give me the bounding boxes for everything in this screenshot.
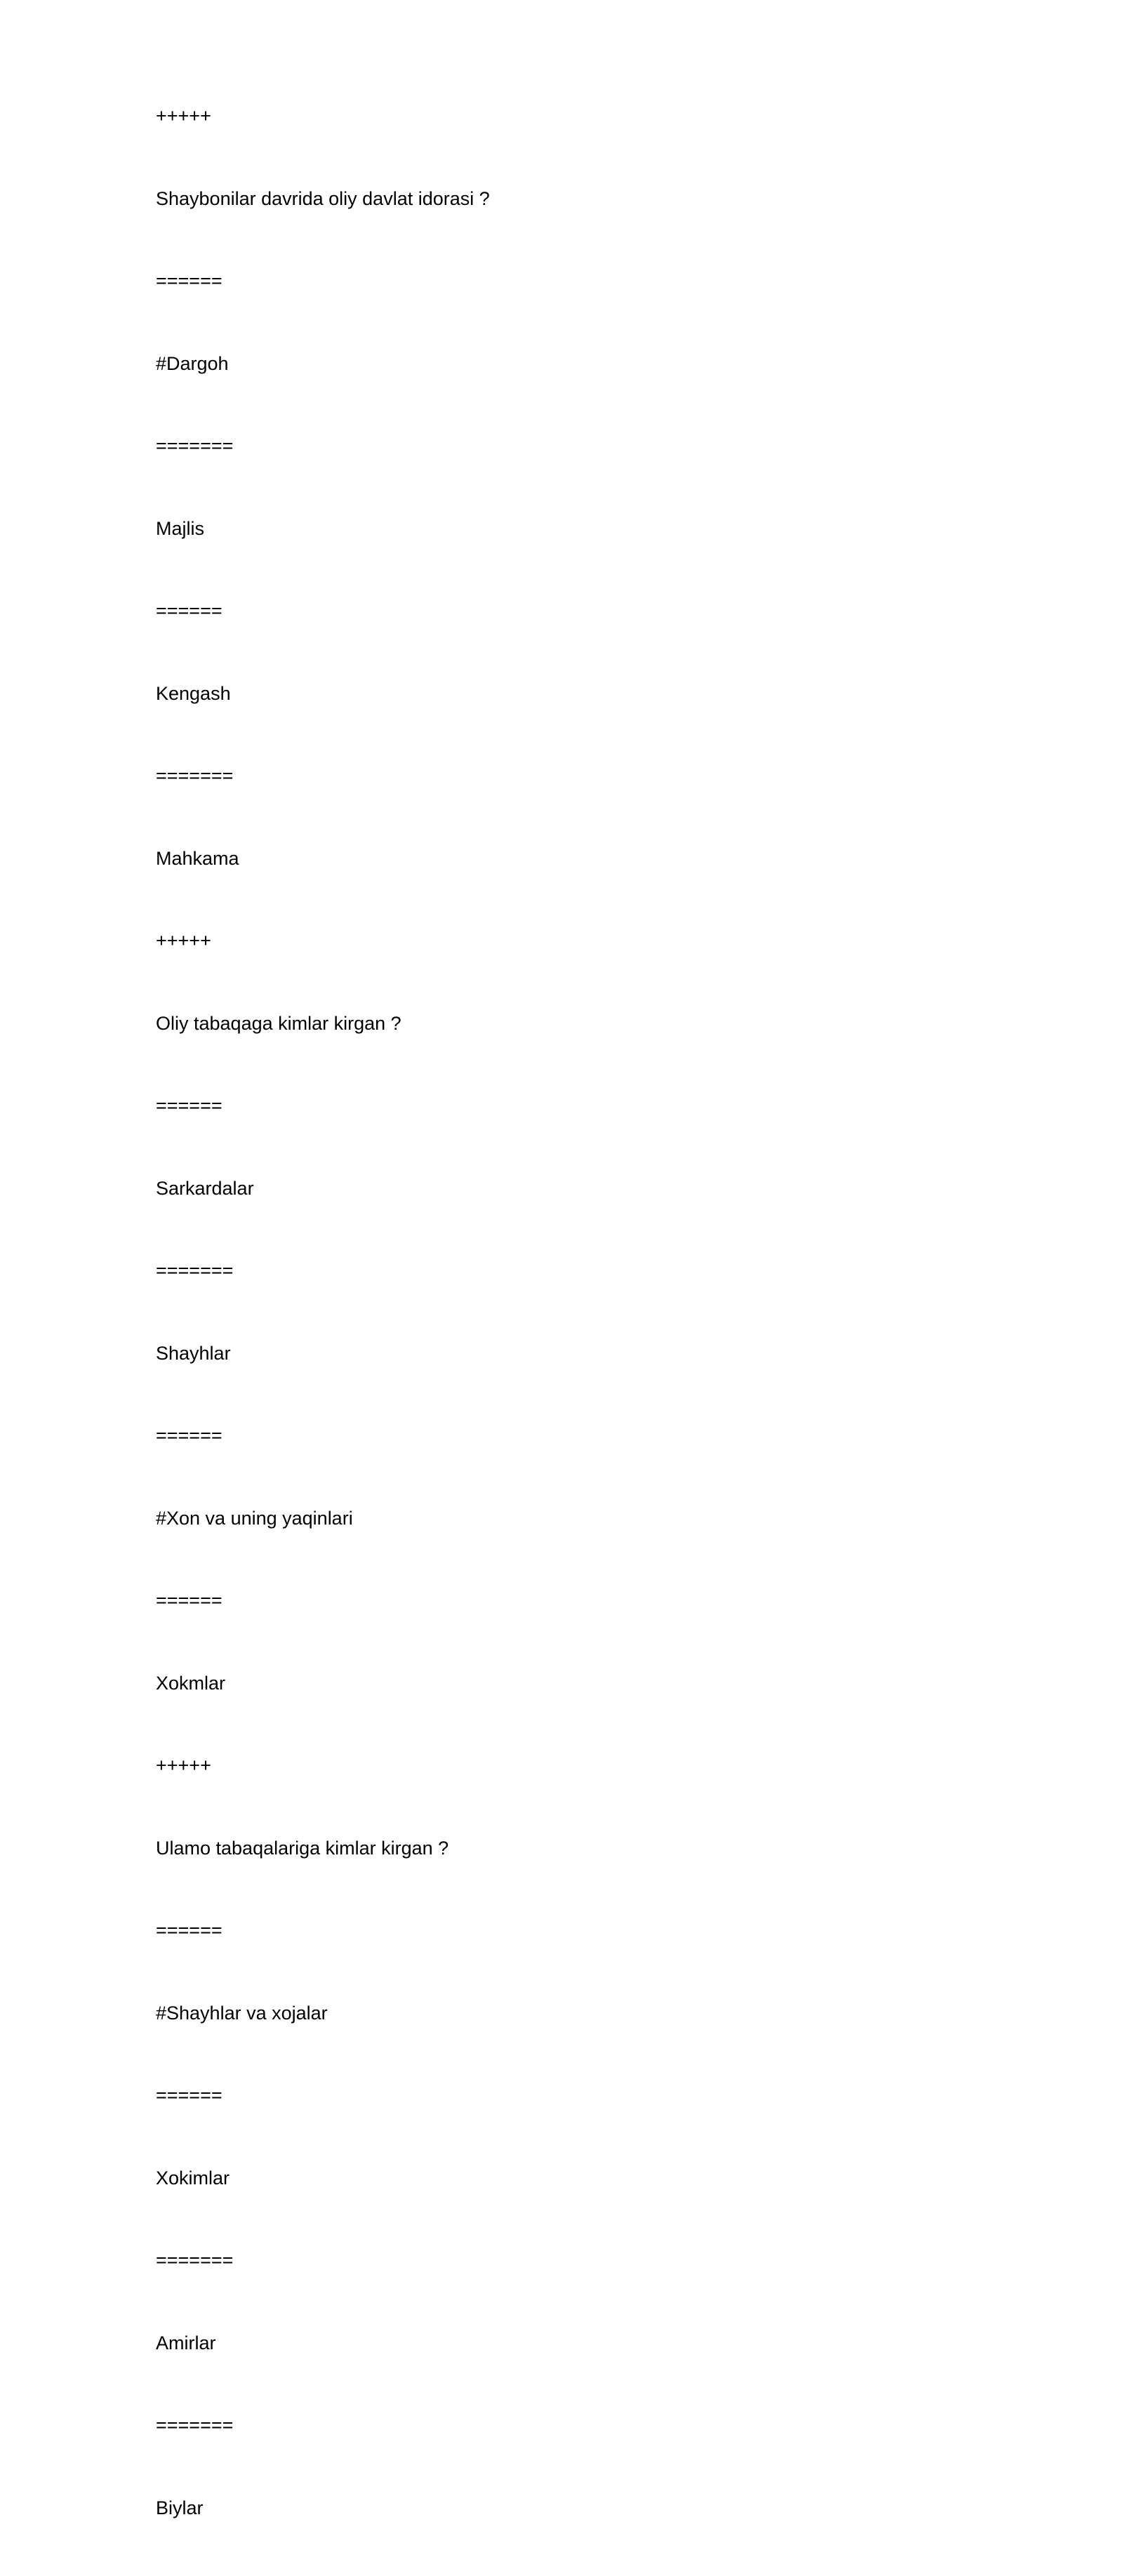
answer-separator: ====== — [156, 267, 963, 350]
answer-separator: ====== — [156, 597, 963, 679]
answer-option: Majlis — [156, 514, 963, 597]
answer-separator: ======= — [156, 432, 963, 514]
answer-option: Shayhlar — [156, 1339, 963, 1422]
answer-option: Biylar — [156, 2494, 963, 2576]
answer-option: Sarkardalar — [156, 1174, 963, 1257]
question-text: Oliy tabaqaga kimlar kirgan ? — [156, 1009, 963, 1092]
answer-separator: ======= — [156, 762, 963, 844]
answer-separator: ====== — [156, 2081, 963, 2164]
question-separator: +++++ — [156, 927, 963, 1009]
answer-separator: ======= — [156, 2411, 963, 2494]
answer-option: Xokimlar — [156, 2164, 963, 2247]
answer-separator: ====== — [156, 1091, 963, 1174]
answer-separator: ====== — [156, 1421, 963, 1504]
question-text: Ulamo tabaqalariga kimlar kirgan ? — [156, 1834, 963, 1917]
answer-option: Mahkama — [156, 844, 963, 927]
answer-separator: ======= — [156, 2246, 963, 2329]
answer-option: Xokmlar — [156, 1669, 963, 1752]
answer-separator: ====== — [156, 1916, 963, 1999]
answer-separator: ====== — [156, 1586, 963, 1669]
answer-option-correct: #Dargoh — [156, 350, 963, 432]
question-separator: +++++ — [156, 102, 963, 185]
question-text: Shaybonilar davrida oliy davlat idorasi ? — [156, 185, 963, 267]
answer-option-correct: #Shayhlar va xojalar — [156, 1999, 963, 2082]
answer-option: Amirlar — [156, 2329, 963, 2412]
answer-separator: ======= — [156, 1256, 963, 1339]
answer-option: Kengash — [156, 679, 963, 762]
document-body — [156, 102, 963, 2576]
answer-option-correct: #Xon va uning yaqinlari — [156, 1504, 963, 1587]
question-separator: +++++ — [156, 1751, 963, 1834]
